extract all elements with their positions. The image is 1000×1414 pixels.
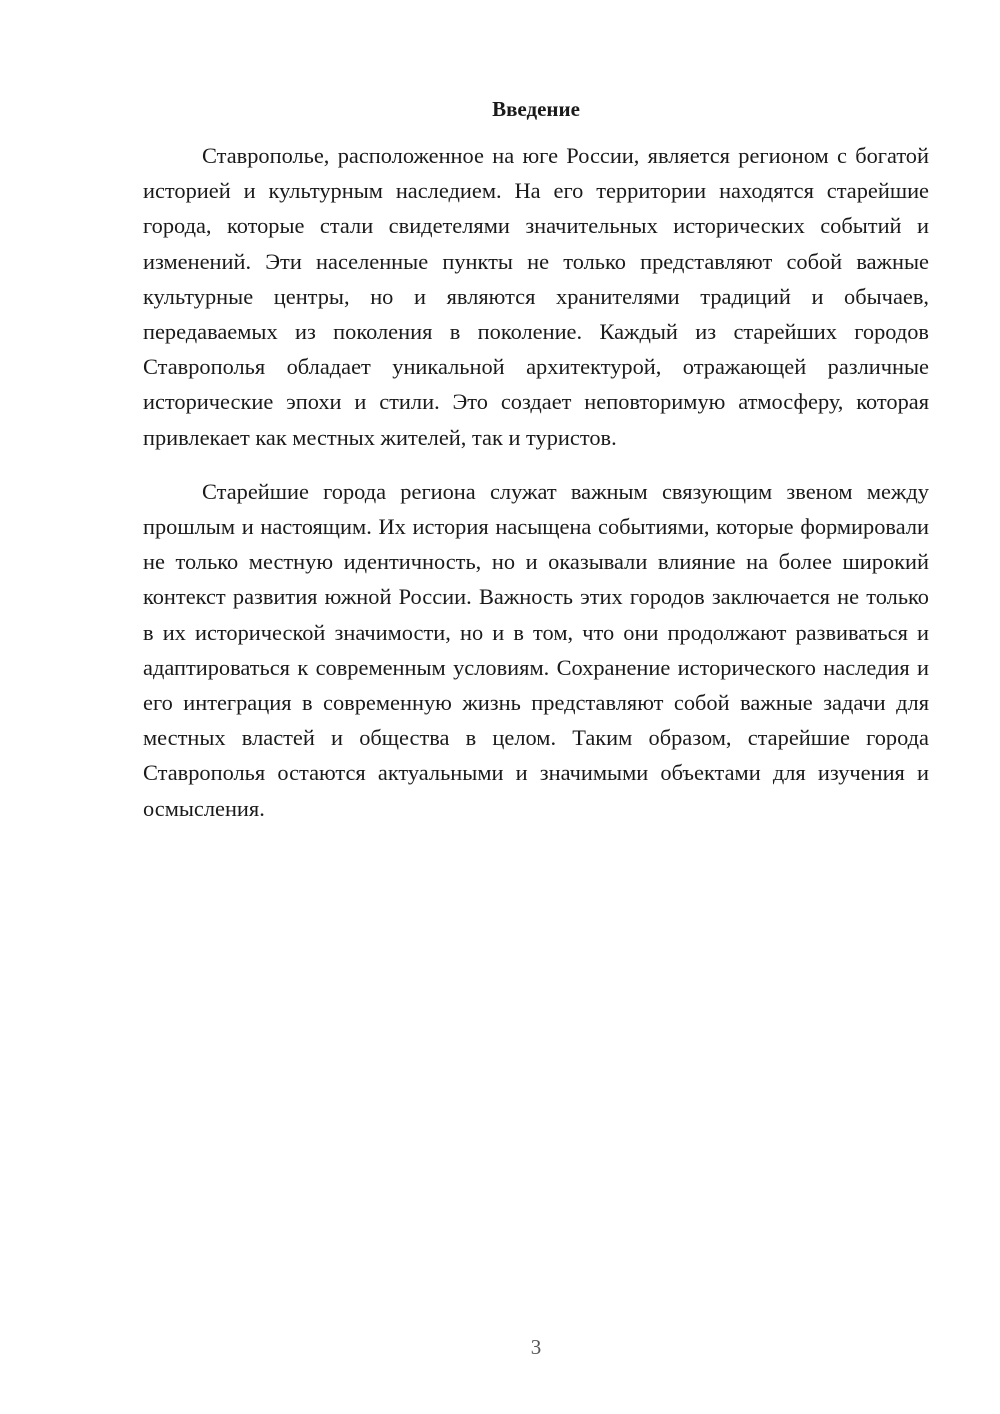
page-number: 3 bbox=[530, 1335, 542, 1359]
paragraph-2: Старейшие города региона служат важным связующим звеном между прошлым и настоящим. Их история насыщена событиями, которые формировали не только местную идентичность, но и оказывали влияние на более широкий контекст развития южной России. Важность этих городов заключается не только в их исторической значимости, но и в том, что они продолжают развиваться и адаптироваться к современным условиям. Сохранение исторического наследия и его интеграция в современную жизнь представляют собой важные задачи для местных властей и общества в целом. Таким образом, старейшие города Ставрополья остаются актуальными и значимыми объектами для изучения и осмысления. bbox=[143, 478, 929, 821]
paragraph-1: Ставрополье, расположенное на юге России, является регионом с богатой историей и культурным наследием. На его территории находятся старейшие города, которые стали свидетелями значительных исторических событий и изменений. Эти населенные пункты не только представляют собой важные культурные центры, но и являются хранителями традиций и обычаев, передаваемых из поколения в поколение. Каждый из старейших городов Ставрополья обладает уникальной архитектурой, отражающей различные исторические эпохи и стили. Это создает неповторимую атмосферу, которая привлекает как местных жителей, так и туристов. bbox=[143, 143, 929, 450]
page-content bbox=[143, 92, 929, 845]
section-heading: Введение bbox=[492, 97, 580, 121]
